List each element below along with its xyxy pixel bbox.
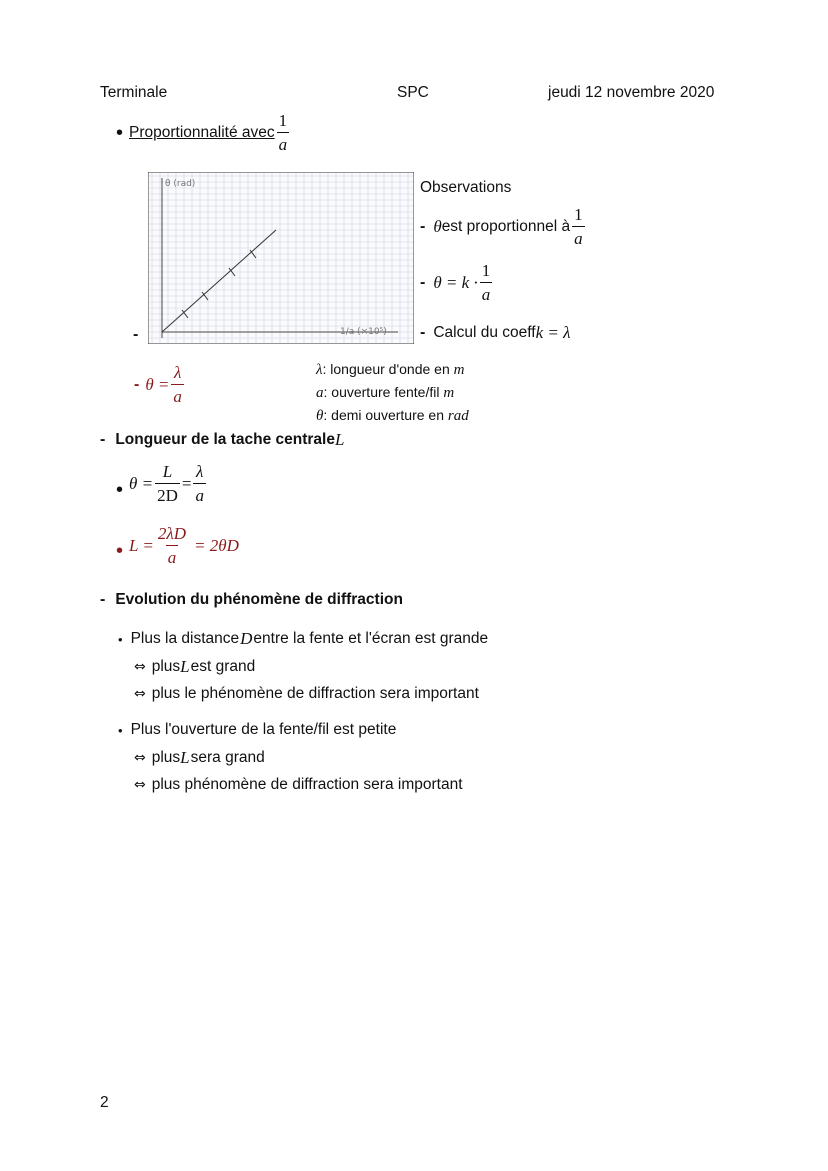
legend-item: a: ouverture fente/fil m [316, 384, 455, 401]
header-right: jeudi 12 novembre 2020 [548, 84, 715, 101]
point-1-main: • Plus la distance D entre la fente et l'écran est grande [118, 629, 489, 648]
observations-title: Observations [420, 179, 512, 196]
equivalence-icon: ⇔ [134, 659, 146, 675]
legend-item: λ: longueur d'onde en m [316, 361, 465, 378]
observation-3: - Calcul du coeff k = λ [420, 323, 571, 342]
section-title-evolution: - Evolution du phénomène de diffraction [100, 591, 403, 608]
formula-theta-lhs: θ = [145, 374, 170, 394]
prop-fraction [277, 112, 290, 153]
graph-paper-svg [148, 172, 414, 344]
prop-line [116, 112, 291, 153]
observation-3-text: Calcul du coeff [433, 324, 536, 341]
frac-L-2D: $\frac{L}{2D}$ [157, 462, 178, 505]
legend-item: θ: demi ouverture en rad [316, 407, 469, 424]
graph-ylabel: θ (rad) [165, 179, 196, 189]
observation-2-fraction: $\frac{1}{a}$ [481, 261, 491, 304]
observation-3-math: k = λ [535, 323, 571, 342]
formula-theta-fraction: $\frac{\lambda}{a}$ [173, 363, 182, 406]
equivalence-icon: ⇔ [134, 686, 146, 702]
observation-2-lhs: θ = k · [433, 272, 478, 292]
point-2-main: • Plus l'ouverture de la fente/fil est petite [118, 721, 397, 738]
prop-label: Proportionnalité avec [129, 123, 275, 141]
section-title-tache: - Longueur de la tache centrale L [100, 430, 345, 449]
frac-den: a [277, 132, 290, 153]
graph-xlabel: 1/a (×10⁵) [340, 327, 387, 337]
equation-theta-L: • θ = $\frac{L}{2D}$ = $\frac{\lambda}{a}$ [116, 462, 204, 505]
frac-num: 1 [278, 111, 288, 130]
frac-lambda-a: $\frac{\lambda}{a}$ [195, 462, 204, 505]
frac-2lambdaD-a: $\frac{2\lambda D}{a}$ [157, 524, 187, 567]
header-left: Terminale [100, 84, 168, 101]
bullet: • [118, 631, 123, 647]
observation-2: - θ = k · $\frac{1}{a}$ [420, 261, 491, 304]
dash-marker: - [133, 326, 139, 343]
observation-1-text: est proportionnel à [441, 217, 571, 235]
point-2-sub-2: ⇔ plus phénomène de diffraction sera important [134, 776, 463, 793]
observation-1: - θ est proportionnel à $\frac{1}{a}$ [420, 205, 583, 248]
bullet: • [116, 121, 124, 144]
formula-theta: - θ = $\frac{\lambda}{a}$ [134, 363, 182, 406]
observation-1-fraction: $\frac{1}{a}$ [574, 205, 583, 248]
theta-symbol: θ [433, 216, 442, 236]
equation-L: • L = $\frac{2\lambda D}{a}$ = 2θD [116, 524, 239, 567]
bullet: • [118, 722, 123, 738]
header-center: SPC [397, 84, 429, 101]
equivalence-icon: ⇔ [134, 777, 146, 793]
page-number: 2 [100, 1094, 109, 1111]
variable-legend [316, 358, 469, 427]
point-1-sub-2: ⇔ plus le phénomène de diffraction sera important [134, 685, 479, 702]
point-1-sub-1: ⇔ plus L est grand [134, 657, 256, 676]
graph-image [148, 172, 414, 344]
equivalence-icon: ⇔ [134, 750, 146, 766]
point-2-sub-1: ⇔ plus L sera grand [134, 748, 265, 767]
